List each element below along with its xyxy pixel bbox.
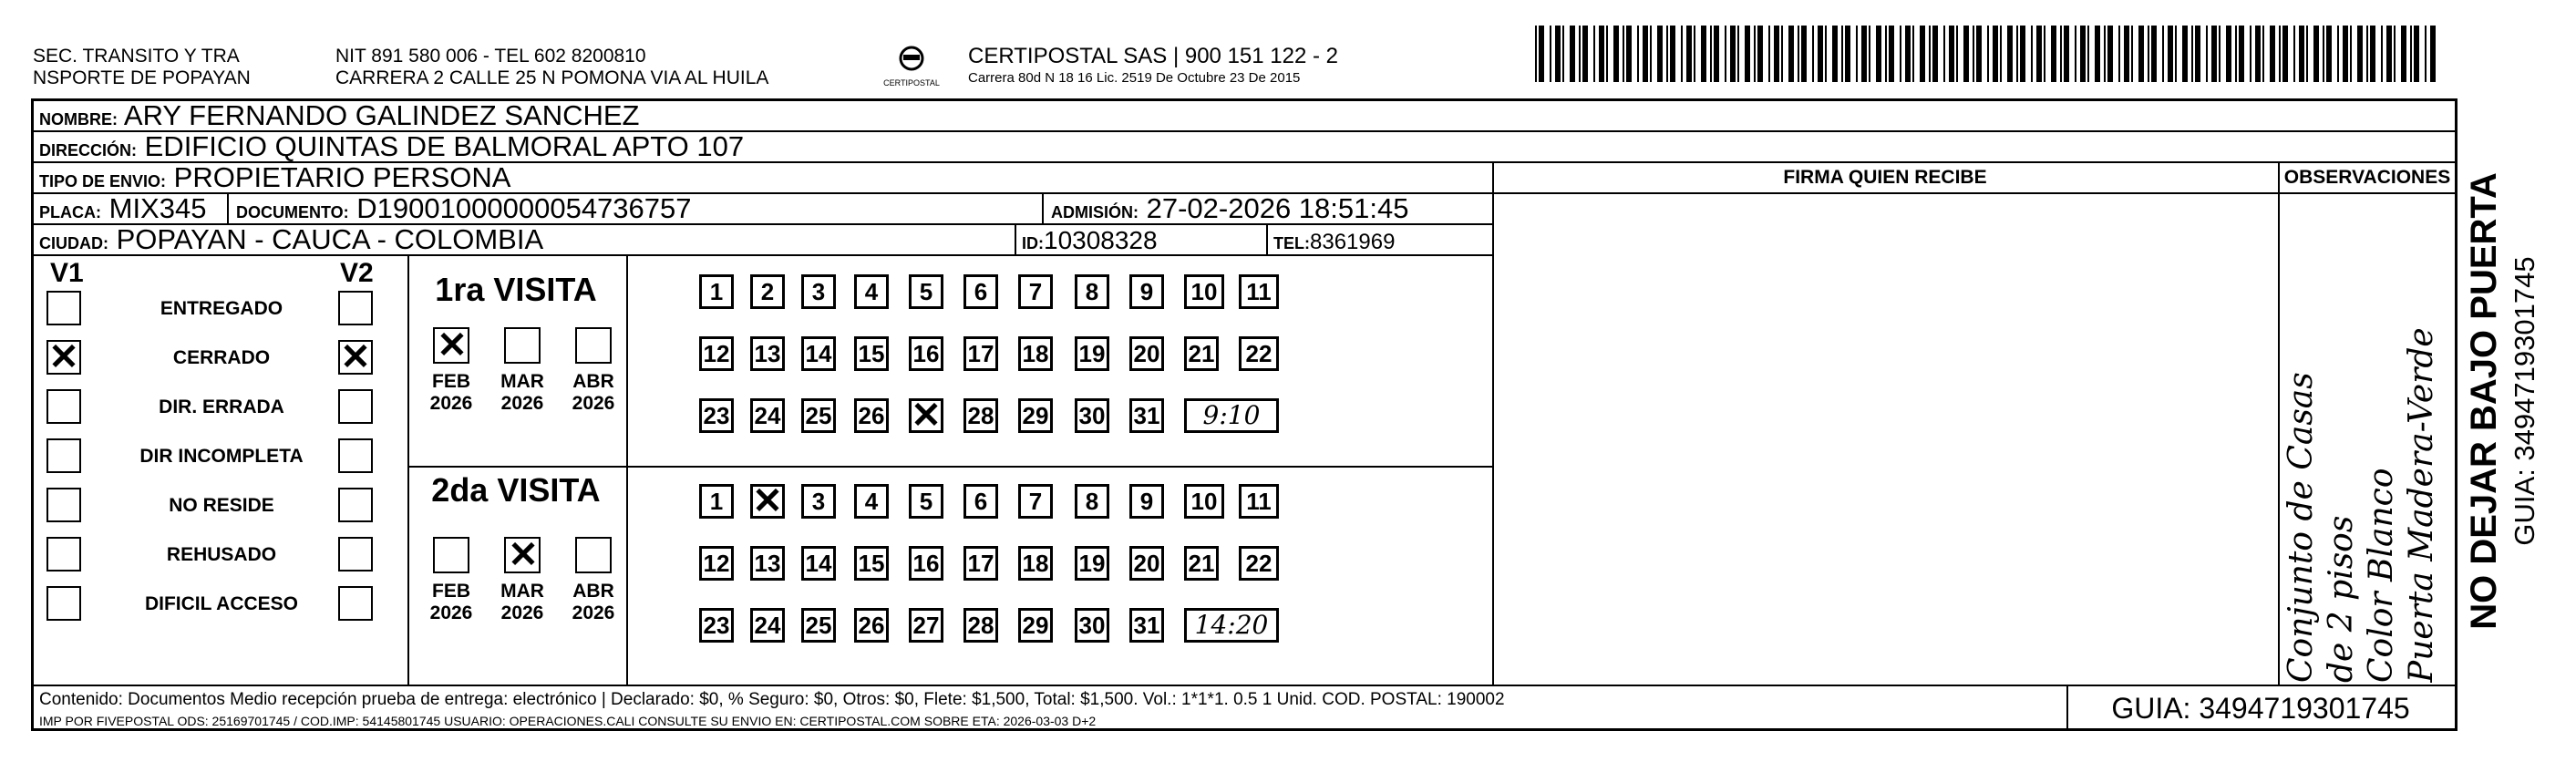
barcode-bar [1562, 26, 1564, 82]
company-line: CERTIPOSTAL SAS | 900 151 122 - 2 [968, 44, 1338, 68]
barcode-bar [2007, 26, 2013, 82]
documento-field [236, 194, 692, 225]
tipo-label: TIPO DE ENVIO: [39, 172, 167, 190]
visit2-day-box[interactable] [750, 481, 785, 521]
visit2-day-box[interactable]: 1 [699, 484, 734, 519]
barcode-bar [2162, 26, 2164, 82]
visit2-time-box[interactable]: 14:20 [1184, 608, 1279, 643]
barcode-bar [2299, 26, 2304, 82]
barcode-bar [2016, 26, 2018, 82]
barcode-bar [1550, 26, 1551, 82]
contenido-line: Contenido: Documentos Medio recepción prueba de entrega: electrónico | Declarado: $0, % Seguro: $0, Otros: $0, Flete: $1,500, Total: $1,500. Vol.: 1*1*1. 0.5 1 Unid. COD. POSTAL: 190002 [39, 690, 1505, 709]
visit2-day-box[interactable]: 18 [1018, 546, 1053, 581]
visit2-grid [34, 466, 1492, 685]
visit1-day-box[interactable]: 8 [1075, 274, 1109, 309]
barcode-bar [2195, 26, 2200, 82]
visit2-day-box[interactable]: 10 [1184, 484, 1224, 519]
imp-line: IMP POR FIVEPOSTAL ODS: 25169701745 / COD.IMP: 54145801745 USUARIO: OPERACIONES.CALI CONSULTE SU ENVIO EN: CERTIPOSTAL.COM SOBRE ETA: 2026-03-03 D+2 [39, 714, 1097, 728]
footer-guia: GUIA: 3494719301745 [2111, 692, 2410, 725]
barcode-bar [2148, 26, 2149, 82]
visit2-day-box[interactable]: 13 [750, 546, 785, 581]
barcode-bar [2293, 26, 2295, 82]
barcode-bar [2131, 26, 2133, 82]
visit2-day-box[interactable]: 16 [909, 546, 943, 581]
sender-contact [335, 46, 768, 89]
barcode-bar [1681, 26, 1683, 82]
barcode-bar [1845, 26, 1850, 82]
barcode-bar [2104, 26, 2106, 82]
barcode-bar [2255, 26, 2261, 82]
visit1-day-box[interactable]: 21 [1184, 336, 1219, 371]
barcode-bar [1643, 26, 1648, 82]
barcode-bar [2282, 26, 2288, 82]
barcode-bar [2270, 26, 2275, 82]
visit2-day-box[interactable]: 5 [909, 484, 943, 519]
month-year: 2026 [429, 393, 473, 414]
visit2-day-box[interactable]: 24 [750, 608, 785, 643]
check-mark-icon: ✕ [437, 325, 468, 366]
visit2-day-box[interactable]: 15 [854, 546, 889, 581]
direccion-value: EDIFICIO QUINTAS DE BALMORAL APTO 107 [144, 132, 745, 162]
visit1-day-box[interactable]: 31 [1129, 398, 1164, 433]
barcode-bar [2000, 26, 2002, 82]
barcode-bar [1774, 26, 1779, 82]
barcode-bar [2250, 26, 2251, 82]
visit1-day-box[interactable]: 16 [909, 336, 943, 371]
barcode-bar [1912, 26, 1914, 82]
visit2-day-box[interactable]: 17 [963, 546, 998, 581]
month-name: MAR [500, 581, 544, 602]
direccion-row [34, 132, 2455, 163]
visit1-title: 1ra VISITA [435, 271, 597, 308]
id-label: ID: [1022, 234, 1044, 252]
visit1-day-box[interactable]: 24 [750, 398, 785, 433]
visit2-day-box[interactable]: 7 [1018, 484, 1053, 519]
visit2-day-box[interactable]: 21 [1184, 546, 1219, 581]
barcode-bar [1781, 26, 1783, 82]
visit1-day-box[interactable]: 29 [1018, 398, 1053, 433]
visit2-month-checkbox[interactable] [504, 537, 541, 573]
check-mark-icon: ✕ [340, 337, 371, 377]
visit2-day-box[interactable]: 25 [801, 608, 836, 643]
visit1-month-label [424, 371, 479, 415]
observaciones-handwriting [2282, 194, 2455, 683]
check-mark-icon: ✕ [508, 535, 539, 575]
barcode-bar [1686, 26, 1692, 82]
barcode-bar [2080, 26, 2086, 82]
barcode-bar [2211, 26, 2217, 82]
barcode-bar [1694, 26, 1695, 82]
barcode-bar [1889, 26, 1894, 82]
barcode-bar [2036, 26, 2042, 82]
visit1-month-checkbox[interactable] [575, 327, 612, 364]
visit1-day-box[interactable]: 5 [909, 274, 943, 309]
visit2-month-label [495, 581, 550, 624]
visit1-day-box[interactable]: 22 [1239, 336, 1279, 371]
visit1-day-box[interactable]: 3 [801, 274, 836, 309]
visit1-day-box[interactable]: 10 [1184, 274, 1224, 309]
barcode-bar [1856, 26, 1858, 82]
barcode-bar [1905, 26, 1911, 82]
company-sub: Carrera 80d N 18 16 Lic. 2519 De Octubre 23 De 2015 [968, 70, 1301, 86]
visit2-day-box[interactable]: 11 [1239, 484, 1279, 519]
visit2-day-box[interactable]: 4 [854, 484, 889, 519]
barcode-bar [2182, 26, 2188, 82]
barcode-bar [2357, 26, 2363, 82]
barcode-bar [2410, 26, 2412, 82]
barcode-bar [1973, 26, 1974, 82]
nit-line: NIT 891 580 006 - TEL 602 8200810 [335, 46, 646, 67]
barcode-bar [1876, 26, 1881, 82]
barcode-bar [1956, 26, 1958, 82]
barcode-bar [2323, 26, 2324, 82]
tel-label: TEL: [1273, 234, 1310, 252]
barcode-bar [1900, 26, 1901, 82]
obs-line-4: Puerta Madera-Verde [2403, 327, 2440, 683]
barcode-bar [2235, 26, 2237, 82]
barcode-bar [2107, 26, 2113, 82]
visit1-day-box[interactable]: 15 [854, 336, 889, 371]
barcode-bar [1725, 26, 1726, 82]
barcode [1531, 26, 2443, 82]
visit2-day-box[interactable]: 29 [1018, 608, 1053, 643]
side-guia: GUIA: 3494719301745 [2509, 256, 2540, 546]
barcode-bar [1650, 26, 1652, 82]
visit1-day-box[interactable]: 25 [801, 398, 836, 433]
barcode-bar [1812, 26, 1814, 82]
placa-field [39, 194, 206, 225]
barcode-bar [1579, 26, 1581, 82]
placa-row [34, 194, 1492, 225]
barcode-bar [2239, 26, 2244, 82]
barcode-bar [2060, 26, 2062, 82]
visit1-day-box[interactable]: 28 [963, 398, 998, 433]
visit2-day-box[interactable]: 27 [909, 608, 943, 643]
barcode-bar [1798, 26, 1799, 82]
barcode-bar [2206, 26, 2208, 82]
barcode-bar [1832, 26, 1838, 82]
v2-label: V2 [340, 258, 374, 288]
status-option-label: DIR. ERRADA [159, 396, 284, 417]
tipo-row [34, 163, 1492, 194]
barcode-bar [2262, 26, 2264, 82]
id-field [1022, 225, 1158, 256]
month-name: FEB [432, 371, 470, 392]
barcode-bar [2168, 26, 2173, 82]
sender-block [33, 46, 251, 89]
month-name: ABR [572, 371, 614, 392]
barcode-bar [1768, 26, 1770, 82]
barcode-bar [2020, 26, 2025, 82]
barcode-bar [2044, 26, 2045, 82]
nombre-row [34, 101, 2455, 132]
visit2-day-box[interactable]: 3 [801, 484, 836, 519]
check-mark-icon: ✕ [911, 396, 942, 436]
barcode-bar [1932, 26, 1938, 82]
documento-value: D19001000000054736757 [356, 194, 692, 224]
observaciones-label: OBSERVACIONES [2283, 167, 2451, 188]
obs-line-2: de 2 pisos [2323, 515, 2360, 683]
visit1-month-checkbox[interactable] [433, 327, 469, 364]
barcode-bar [2343, 26, 2348, 82]
visit2-month-label [566, 581, 621, 624]
visit1-day-box[interactable] [909, 396, 943, 436]
barcode-bar [1993, 26, 1998, 82]
visit2-day-box[interactable]: 6 [963, 484, 998, 519]
visit2-day-box[interactable]: 19 [1075, 546, 1109, 581]
month-year: 2026 [500, 602, 544, 623]
barcode-bar [2370, 26, 2375, 82]
status-option-label: ENTREGADO [160, 298, 283, 319]
barcode-bar [2326, 26, 2332, 82]
barcode-bar [2425, 26, 2427, 82]
barcode-bar [2075, 26, 2076, 82]
month-year: 2026 [572, 602, 615, 623]
check-mark-icon: ✕ [752, 481, 783, 521]
visit1-day-box[interactable]: 12 [699, 336, 734, 371]
barcode-bar [2191, 26, 2193, 82]
barcode-bar [1869, 26, 1870, 82]
visit2-day-box[interactable]: 22 [1239, 546, 1279, 581]
visit1-day-box[interactable]: 11 [1239, 274, 1279, 309]
ciudad-value: POPAYAN - CAUCA - COLOMBIA [116, 225, 544, 255]
visit1-day-box[interactable]: 30 [1075, 398, 1109, 433]
status-option-label: DIR INCOMPLETA [139, 446, 304, 467]
visit1-month-label [566, 371, 621, 415]
month-year: 2026 [500, 393, 544, 414]
barcode-bar [1929, 26, 1931, 82]
barcode-bar [1637, 26, 1639, 82]
visit2-title: 2da VISITA [431, 471, 601, 509]
barcode-bar [2401, 26, 2406, 82]
barcode-bar [1613, 26, 1619, 82]
barcode-bar [1861, 26, 1867, 82]
barcode-bar [2414, 26, 2419, 82]
address-line: CARRERA 2 CALLE 25 N POMONA VIA AL HUILA [335, 67, 769, 88]
barcode-bar [2087, 26, 2089, 82]
svg-text:CERTIPOSTAL: CERTIPOSTAL [883, 78, 940, 88]
nombre-value: ARY FERNANDO GALINDEZ SANCHEZ [123, 101, 640, 131]
visit2-month-checkbox[interactable] [575, 537, 612, 573]
barcode-bar [2306, 26, 2308, 82]
visit2-day-box[interactable]: 30 [1075, 608, 1109, 643]
no-dejar-text: NO DEJAR BAJO PUERTA [2464, 172, 2504, 630]
status-option-label: DIFICIL ACCESO [144, 593, 298, 614]
visit2-day-box[interactable]: 26 [854, 608, 889, 643]
admision-field [1051, 194, 1408, 225]
barcode-bar [2226, 26, 2231, 82]
barcode-bar [1818, 26, 1823, 82]
barcode-bar [1730, 26, 1736, 82]
sender-line-1: SEC. TRANSITO Y TRA [33, 46, 240, 67]
barcode-bar [2064, 26, 2069, 82]
visit2-day-box[interactable]: 20 [1129, 546, 1164, 581]
barcode-bar [2381, 26, 2383, 82]
barcode-bar [2366, 26, 2368, 82]
visit1-day-box[interactable]: 18 [1018, 336, 1053, 371]
barcode-bar [1670, 26, 1675, 82]
barcode-bar [1582, 26, 1588, 82]
visit1-day-box[interactable]: 1 [699, 274, 734, 309]
visit1-day-box[interactable]: 14 [801, 336, 836, 371]
barcode-bar [2430, 26, 2436, 82]
barcode-bar [1745, 26, 1750, 82]
barcode-bar [1987, 26, 1989, 82]
barcode-bar [2095, 26, 2100, 82]
barcode-bar [1825, 26, 1827, 82]
barcode-bar [2051, 26, 2056, 82]
barcode-bar [1885, 26, 1887, 82]
tel-value: 8361969 [1310, 230, 1396, 254]
visit2-day-box[interactable]: 28 [963, 608, 998, 643]
visit1-time-box[interactable]: 9:10 [1184, 398, 1279, 433]
barcode-bar [1920, 26, 1925, 82]
barcode-bar [1801, 26, 1807, 82]
barcode-bar [2386, 26, 2392, 82]
barcode-bar [1701, 26, 1706, 82]
obs-line-1: Conjunto de Casas [2282, 372, 2320, 683]
barcode-bar [1535, 26, 1537, 82]
visit2-day-box[interactable]: 8 [1075, 484, 1109, 519]
ciudad-field [39, 225, 543, 256]
visit2-day-box[interactable]: 14 [801, 546, 836, 581]
barcode-bar [1710, 26, 1712, 82]
visit1-grid [34, 256, 1492, 466]
barcode-bar [1657, 26, 1663, 82]
barcode-bar [1606, 26, 1608, 82]
visit2-month-label [424, 581, 479, 624]
visit1-day-box[interactable]: 9 [1129, 274, 1164, 309]
check-mark-icon: ✕ [48, 337, 79, 377]
barcode-bar [1737, 26, 1739, 82]
ciudad-row [34, 225, 1492, 256]
visit1-day-box[interactable]: 20 [1129, 336, 1164, 371]
placa-label: PLACA: [39, 203, 101, 221]
visit1-day-box[interactable]: 13 [750, 336, 785, 371]
ciudad-label: CIUDAD: [39, 234, 108, 252]
barcode-bar [2138, 26, 2144, 82]
status-option-label: CERRADO [172, 347, 271, 368]
visit1-day-box[interactable]: 19 [1075, 336, 1109, 371]
month-name: FEB [432, 581, 470, 602]
barcode-bar [1949, 26, 1954, 82]
visit1-day-box[interactable]: 4 [854, 274, 889, 309]
barcode-bar [1841, 26, 1843, 82]
tipo-value: PROPIETARIO PERSONA [173, 163, 511, 193]
barcode-bar [1539, 26, 1544, 82]
nombre-label: NOMBRE: [39, 110, 118, 129]
visit2-month-checkbox[interactable] [433, 537, 469, 573]
barcode-bar [1757, 26, 1763, 82]
barcode-bar [2175, 26, 2177, 82]
month-name: ABR [572, 581, 614, 602]
id-value: 10308328 [1044, 226, 1158, 254]
tel-field [1273, 225, 1395, 256]
sender-line-2: NSPORTE DE POPAYAN [33, 67, 251, 88]
certipostal-logo-icon [880, 38, 943, 93]
month-year: 2026 [572, 393, 615, 414]
barcode-bar [1593, 26, 1595, 82]
barcode-bar [2031, 26, 2033, 82]
barcode-bar [1943, 26, 1945, 82]
visit2-day-box[interactable]: 31 [1129, 608, 1164, 643]
company-block [968, 46, 1338, 89]
barcode-bar [1666, 26, 1668, 82]
barcode-bar [1599, 26, 1604, 82]
documento-label: DOCUMENTO: [236, 203, 349, 221]
direccion-label: DIRECCIÓN: [39, 141, 137, 160]
v1-label: V1 [50, 258, 84, 288]
visit1-month-label [495, 371, 550, 415]
barcode-bar [1714, 26, 1719, 82]
guide-form [31, 98, 2458, 731]
barcode-bar [1570, 26, 1575, 82]
admision-label: ADMISIÓN: [1051, 203, 1139, 221]
barcode-bar [2279, 26, 2281, 82]
firma-label: FIRMA QUIEN RECIBE [1783, 167, 1987, 188]
barcode-bar [2394, 26, 2396, 82]
admision-value: 27-02-2026 18:51:45 [1146, 194, 1409, 224]
visit1-month-checkbox[interactable] [504, 327, 541, 364]
visit1-day-box[interactable]: 17 [963, 336, 998, 371]
barcode-bar [1754, 26, 1756, 82]
barcode-bar [2350, 26, 2352, 82]
month-year: 2026 [429, 602, 473, 623]
visit1-day-box[interactable]: 26 [854, 398, 889, 433]
visit2-day-box[interactable]: 23 [699, 608, 734, 643]
barcode-bar [2118, 26, 2120, 82]
barcode-bar [2337, 26, 2339, 82]
barcode-bar [1788, 26, 1794, 82]
month-name: MAR [500, 371, 544, 392]
visit1-day-box[interactable]: 23 [699, 398, 734, 433]
barcode-bar [1555, 26, 1561, 82]
barcode-bar [2124, 26, 2129, 82]
visit1-day-box[interactable]: 6 [963, 274, 998, 309]
status-option-label: NO RESIDE [169, 495, 274, 516]
barcode-bar [2313, 26, 2319, 82]
obs-line-3: Color Blanco [2363, 468, 2400, 683]
visit2-day-box[interactable]: 12 [699, 546, 734, 581]
visit2-day-box[interactable]: 9 [1129, 484, 1164, 519]
side-text [2461, 128, 2561, 674]
visit1-day-box[interactable]: 7 [1018, 274, 1053, 309]
barcode-bar [2151, 26, 2157, 82]
barcode-bar [2219, 26, 2221, 82]
status-option-label: REHUSADO [166, 544, 277, 565]
barcode-bar [1623, 26, 1624, 82]
placa-value: MIX345 [108, 194, 207, 224]
barcode-bar [1976, 26, 1982, 82]
visit1-day-box[interactable]: 2 [750, 274, 785, 309]
barcode-bar [1626, 26, 1632, 82]
barcode-bar [1963, 26, 1969, 82]
